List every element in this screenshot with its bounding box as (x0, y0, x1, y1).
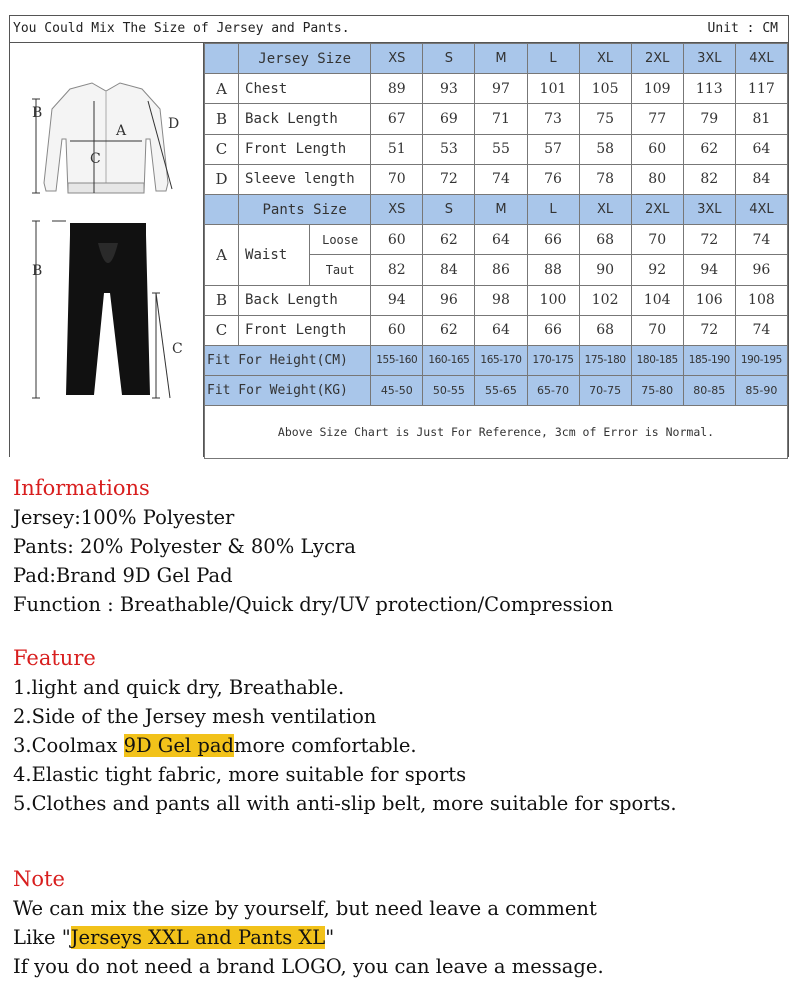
value-cell: 86 (475, 255, 527, 285)
waist-label: Waist (245, 246, 288, 263)
pants-label-b: B (32, 263, 43, 279)
value-cell: 100 (527, 285, 579, 315)
value-cell: 82 (371, 255, 423, 285)
note-line-2 (13, 926, 334, 949)
value-cell: 175-180 (579, 345, 631, 375)
size-header-cell: 4XL (735, 44, 787, 74)
value-cell: 84 (735, 164, 787, 194)
value-cell: 76 (527, 164, 579, 194)
pants-row (205, 315, 788, 345)
informations-heading: Informations (13, 476, 150, 500)
row-label: Back Length (239, 104, 371, 134)
feature-highlight: 9D Gel pad (123, 734, 234, 757)
value-cell: 98 (475, 285, 527, 315)
feature-heading: Feature (13, 646, 96, 670)
value-cell: 73 (527, 104, 579, 134)
value-cell: 72 (683, 315, 735, 345)
size-chart (9, 15, 789, 457)
value-cell: 64 (735, 134, 787, 164)
value-cell: 81 (735, 104, 787, 134)
size-header-cell: S (423, 194, 475, 224)
value-cell: 70-75 (579, 376, 631, 406)
value-cell: 102 (579, 285, 631, 315)
info-line-jersey: Jersey:100% Polyester (13, 506, 235, 529)
value-cell: 94 (371, 285, 423, 315)
size-header-cell: L (527, 44, 579, 74)
waist-loose-row (205, 225, 788, 255)
jersey-drawing (44, 83, 168, 193)
value-cell: 64 (475, 225, 527, 255)
row-letter: B (205, 104, 239, 134)
feature-line-3-pre: 3.Coolmax (13, 734, 124, 757)
chart-footnote: Above Size Chart is Just For Reference, 3cm of Error is Normal. (205, 406, 788, 459)
info-line-pad: Pad:Brand 9D Gel Pad (13, 564, 233, 587)
size-header-cell: 2XL (631, 194, 683, 224)
header-spacer (205, 44, 239, 74)
waist-taut-label: Taut (325, 262, 355, 277)
value-cell: 165-170 (475, 345, 527, 375)
note-line-2-post: " (325, 926, 335, 949)
value-cell: 88 (527, 255, 579, 285)
value-cell: 55-65 (475, 376, 527, 406)
chart-title: You Could Mix The Size of Jersey and Pants. (13, 21, 350, 36)
value-cell: 85-90 (735, 376, 787, 406)
pants-label-c: C (172, 341, 183, 357)
value-cell: 60 (631, 134, 683, 164)
value-cell: 70 (631, 225, 683, 255)
pants-header-row (205, 194, 788, 224)
feature-line-3-post: more comfortable. (233, 734, 417, 757)
value-cell: 68 (579, 225, 631, 255)
jersey-row (205, 134, 788, 164)
value-cell: 78 (579, 164, 631, 194)
value-cell: 96 (735, 255, 787, 285)
info-line-function: Function : Breathable/Quick dry/UV protection/Compression (13, 593, 614, 616)
value-cell: 155-160 (371, 345, 423, 375)
size-header-cell: XS (371, 194, 423, 224)
value-cell: 170-175 (527, 345, 579, 375)
value-cell: 66 (527, 315, 579, 345)
garment-illustration (10, 43, 202, 455)
row-letter: C (205, 315, 239, 345)
value-cell: 70 (371, 164, 423, 194)
value-cell: 93 (423, 74, 475, 104)
value-cell: 94 (683, 255, 735, 285)
value-cell: 90 (579, 255, 631, 285)
jersey-label-b: B (32, 105, 43, 121)
footnote-row (205, 406, 788, 459)
value-cell: 185-190 (683, 345, 735, 375)
size-header-cell: L (527, 194, 579, 224)
value-cell: 66 (527, 225, 579, 255)
value-cell: 104 (631, 285, 683, 315)
row-letter: A (205, 225, 239, 285)
value-cell: 67 (371, 104, 423, 134)
value-cell: 58 (579, 134, 631, 164)
feature-line-1: 1.light and quick dry, Breathable. (13, 676, 345, 699)
value-cell: 160-165 (423, 345, 475, 375)
feature-line-3 (13, 734, 417, 757)
feature-line-2: 2.Side of the Jersey mesh ventilation (13, 705, 377, 728)
value-cell: 109 (631, 74, 683, 104)
jersey-size-header: Jersey Size (239, 44, 371, 74)
size-header-cell: M (475, 194, 527, 224)
unit-label: Unit : CM (707, 21, 778, 36)
row-label: Front Length (239, 134, 371, 164)
value-cell: 68 (579, 315, 631, 345)
value-cell: 55 (475, 134, 527, 164)
header-spacer (205, 194, 239, 224)
garment-diagram (10, 43, 204, 457)
value-cell: 108 (735, 285, 787, 315)
pants-row (205, 285, 788, 315)
note-line-3: If you do not need a brand LOGO, you can leave a message. (13, 955, 604, 978)
value-cell: 101 (527, 74, 579, 104)
size-header-cell: XL (579, 194, 631, 224)
value-cell: 62 (423, 315, 475, 345)
size-header-cell: XS (371, 44, 423, 74)
value-cell: 45-50 (371, 376, 423, 406)
value-cell: 96 (423, 285, 475, 315)
value-cell: 75 (579, 104, 631, 134)
value-cell: 117 (735, 74, 787, 104)
size-table (204, 43, 788, 459)
row-letter: C (205, 134, 239, 164)
jersey-row (205, 104, 788, 134)
fit-height-label: Fit For Height(CM) (205, 345, 371, 375)
value-cell: 105 (579, 74, 631, 104)
size-header-cell: 2XL (631, 44, 683, 74)
value-cell: 180-185 (631, 345, 683, 375)
size-header-cell: 4XL (735, 194, 787, 224)
size-header-cell: XL (579, 44, 631, 74)
row-label: Chest (239, 74, 371, 104)
row-label: Back Length (239, 285, 371, 315)
value-cell: 106 (683, 285, 735, 315)
size-header-cell: M (475, 44, 527, 74)
value-cell: 84 (423, 255, 475, 285)
value-cell: 60 (371, 225, 423, 255)
value-cell: 65-70 (527, 376, 579, 406)
size-header-cell: 3XL (683, 194, 735, 224)
value-cell: 72 (423, 164, 475, 194)
value-cell: 75-80 (631, 376, 683, 406)
jersey-header-row (205, 44, 788, 74)
value-cell: 62 (683, 134, 735, 164)
value-cell: 50-55 (423, 376, 475, 406)
row-label: Sleeve length (239, 164, 371, 194)
value-cell: 74 (735, 225, 787, 255)
value-cell: 53 (423, 134, 475, 164)
value-cell: 62 (423, 225, 475, 255)
fit-weight-row (205, 376, 788, 406)
row-letter: B (205, 285, 239, 315)
info-line-pants: Pants: 20% Polyester & 80% Lycra (13, 535, 356, 558)
note-line-2-pre: Like " (13, 926, 71, 949)
fit-weight-label: Fit For Weight(KG) (205, 376, 371, 406)
value-cell: 97 (475, 74, 527, 104)
jersey-label-d: D (168, 116, 180, 132)
pants-drawing (66, 223, 150, 395)
value-cell: 74 (475, 164, 527, 194)
value-cell: 74 (735, 315, 787, 345)
note-highlight: Jerseys XXL and Pants XL (70, 926, 326, 949)
value-cell: 51 (371, 134, 423, 164)
value-cell: 60 (371, 315, 423, 345)
value-cell: 72 (683, 225, 735, 255)
jersey-label-a: A (116, 123, 127, 139)
size-header-cell: 3XL (683, 44, 735, 74)
jersey-label-c: C (90, 151, 101, 167)
pants-size-header: Pants Size (239, 194, 371, 224)
size-header-cell: S (423, 44, 475, 74)
feature-line-4: 4.Elastic tight fabric, more suitable for sports (13, 763, 467, 786)
chart-header (10, 16, 788, 43)
value-cell: 89 (371, 74, 423, 104)
note-heading: Note (13, 867, 65, 891)
value-cell: 82 (683, 164, 735, 194)
value-cell: 70 (631, 315, 683, 345)
row-letter: A (205, 74, 239, 104)
value-cell: 71 (475, 104, 527, 134)
value-cell: 69 (423, 104, 475, 134)
fit-height-row (205, 345, 788, 375)
value-cell: 113 (683, 74, 735, 104)
jersey-row (205, 164, 788, 194)
value-cell: 57 (527, 134, 579, 164)
value-cell: 80-85 (683, 376, 735, 406)
value-cell: 79 (683, 104, 735, 134)
value-cell: 92 (631, 255, 683, 285)
row-label: Front Length (239, 315, 371, 345)
feature-line-5: 5.Clothes and pants all with anti-slip belt, more suitable for sports. (13, 792, 677, 815)
value-cell: 190-195 (735, 345, 787, 375)
note-line-1: We can mix the size by yourself, but need leave a comment (13, 897, 597, 920)
value-cell: 64 (475, 315, 527, 345)
waist-label-cell (239, 225, 371, 285)
jersey-row (205, 74, 788, 104)
waist-loose-label: Loose (310, 225, 370, 255)
value-cell: 80 (631, 164, 683, 194)
value-cell: 77 (631, 104, 683, 134)
row-letter: D (205, 164, 239, 194)
